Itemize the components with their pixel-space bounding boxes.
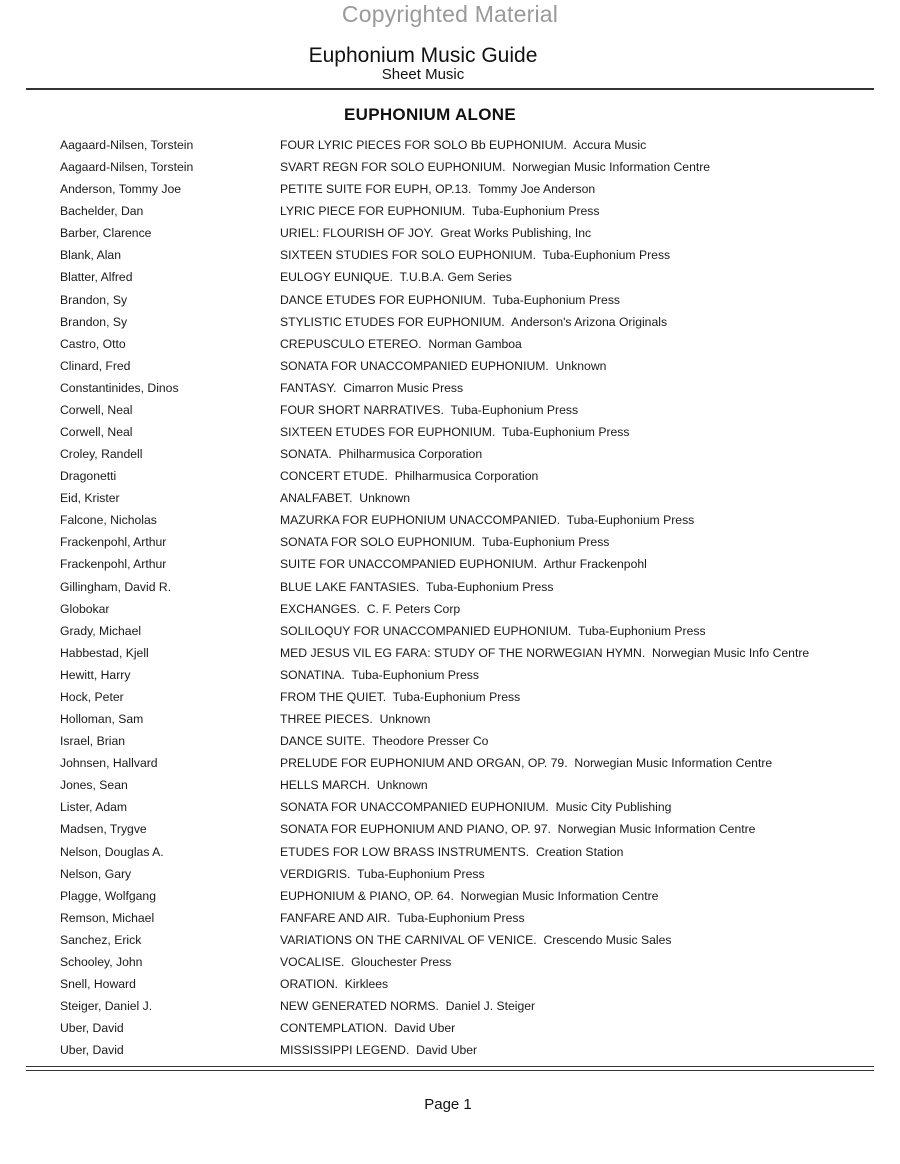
work-entry — [280, 1039, 477, 1061]
list-item — [0, 421, 900, 443]
publisher-name: Tuba-Euphonium Press — [542, 248, 671, 263]
work-title: MISSISSIPPI LEGEND. — [280, 1043, 410, 1058]
list-item — [0, 244, 900, 266]
work-entry — [280, 487, 410, 509]
composer-name: Remson, Michael — [60, 910, 155, 925]
work-entry — [280, 311, 667, 333]
publisher-name: Tuba-Euphonium Press — [392, 689, 521, 704]
work-title: SONATA FOR UNACCOMPANIED EUPHONIUM. — [280, 800, 549, 815]
list-item — [0, 774, 900, 796]
composer-name: Steiger, Daniel J. — [60, 999, 153, 1014]
work-title: SVART REGN FOR SOLO EUPHONIUM. — [280, 160, 506, 175]
publisher-name: Kirklees — [344, 976, 389, 991]
publisher-name: Tommy Joe Anderson — [478, 182, 596, 197]
list-item — [0, 686, 900, 708]
composer-name: Croley, Randell — [60, 447, 143, 462]
composer-name: Frackenpohl, Arthur — [60, 557, 167, 572]
list-item — [0, 289, 900, 311]
section-heading: EUPHONIUM ALONE — [344, 105, 516, 124]
composer-name: Bachelder, Dan — [60, 204, 144, 219]
composer-name: Uber, David — [60, 1043, 124, 1058]
list-item — [0, 333, 900, 355]
work-title: ORATION. — [280, 976, 339, 991]
publisher-name: Unknown — [555, 358, 607, 373]
work-entry — [280, 929, 671, 951]
publisher-name: Music City Publishing — [555, 800, 672, 815]
work-entry — [280, 178, 595, 200]
publisher-name: Tuba-Euphonium Press — [357, 866, 485, 881]
work-title: STYLISTIC ETUDES FOR EUPHONIUM. — [280, 314, 505, 329]
work-entry — [280, 465, 538, 487]
work-title: VERDIGRIS. — [280, 866, 351, 881]
list-item — [0, 509, 900, 531]
list-item — [0, 134, 900, 156]
work-entry — [280, 355, 606, 377]
list-item — [0, 885, 900, 907]
publisher-name: Great Works Publishing, Inc — [440, 226, 592, 241]
list-item — [0, 598, 900, 620]
work-title: VOCALISE. — [280, 954, 345, 969]
work-entry — [280, 863, 485, 885]
list-item — [0, 951, 900, 973]
list-item — [0, 1039, 900, 1061]
work-title: THREE PIECES. — [280, 712, 373, 727]
work-title: FOUR SHORT NARRATIVES. — [280, 402, 444, 417]
work-title: MAZURKA FOR EUPHONIUM UNACCOMPANIED. — [280, 513, 561, 528]
publisher-name: Daniel J. Steiger — [445, 999, 536, 1014]
work-title: DANCE ETUDES FOR EUPHONIUM. — [280, 292, 486, 307]
work-title: ETUDES FOR LOW BRASS INSTRUMENTS. — [280, 844, 530, 859]
list-item — [0, 266, 900, 288]
entry-list — [0, 134, 900, 1061]
composer-name: Grady, Michael — [60, 623, 142, 638]
composer-name: Aagaard-Nilsen, Torstein — [60, 138, 194, 152]
composer-name: Nelson, Gary — [60, 866, 132, 881]
work-title: EUPHONIUM & PIANO, OP. 64. — [280, 888, 454, 903]
work-entry — [280, 774, 428, 796]
work-entry — [280, 642, 809, 664]
work-entry — [280, 730, 488, 752]
publisher-name: Tuba-Euphonium Press — [471, 204, 600, 219]
document-subtitle: Sheet Music — [381, 66, 465, 83]
composer-name: Holloman, Sam — [60, 712, 144, 727]
work-title: SONATINA. — [280, 667, 345, 682]
work-title: CREPUSCULO ETEREO. — [280, 336, 422, 351]
publisher-name: Crescendo Music Sales — [543, 932, 672, 947]
work-entry — [280, 686, 520, 708]
work-entry — [280, 333, 522, 355]
list-item — [0, 642, 900, 664]
composer-name: Habbestad, Kjell — [60, 645, 149, 660]
composer-name: Corwell, Neal — [60, 425, 133, 440]
publisher-name: Tuba-Euphonium Press — [492, 292, 621, 307]
composer-name: Johnsen, Hallvard — [60, 756, 158, 771]
publisher-name: Tuba-Euphonium Press — [501, 425, 630, 440]
work-entry — [280, 222, 591, 244]
list-item — [0, 200, 900, 222]
work-entry — [280, 796, 671, 818]
work-entry — [280, 531, 609, 553]
publisher-name: Creation Station — [535, 844, 624, 859]
work-entry — [280, 708, 430, 730]
publisher-name: Tuba-Euphonium Press — [577, 623, 706, 638]
composer-name: Schooley, John — [60, 954, 143, 969]
work-title: PETITE SUITE FOR EUPH, OP.13. — [280, 182, 472, 197]
list-item — [0, 465, 900, 487]
publisher-name: Glouchester Press — [351, 954, 452, 969]
publisher-name: Philharmusica Corporation — [394, 469, 539, 484]
publisher-name: Tuba-Euphonium Press — [481, 535, 610, 550]
list-item — [0, 863, 900, 885]
list-item — [0, 929, 900, 951]
composer-name: Brandon, Sy — [60, 314, 128, 329]
work-entry — [280, 576, 553, 598]
work-entry — [280, 200, 599, 222]
work-title: SIXTEEN STUDIES FOR SOLO EUPHONIUM. — [280, 248, 536, 263]
publisher-name: Unknown — [379, 712, 431, 727]
composer-name: Lister, Adam — [60, 800, 128, 815]
work-title: CONTEMPLATION. — [280, 1021, 388, 1036]
publisher-name: Tuba-Euphonium Press — [450, 402, 579, 417]
composer-name: Brandon, Sy — [60, 292, 128, 307]
work-entry — [280, 995, 535, 1017]
publisher-name: Norwegian Music Information Centre — [460, 888, 659, 903]
composer-name: Hewitt, Harry — [60, 667, 131, 682]
publisher-name: Tuba-Euphonium Press — [566, 513, 695, 528]
work-title: FANTASY. — [280, 380, 337, 395]
work-entry — [280, 421, 630, 443]
composer-name: Madsen, Trygve — [60, 822, 147, 837]
publisher-name: Norwegian Music Info Centre — [652, 645, 810, 660]
work-title: SONATA FOR EUPHONIUM AND PIANO, OP. 97. — [280, 822, 551, 837]
work-title: MED JESUS VIL EG FARA: STUDY OF THE NORWEGIAN HYMN. — [280, 645, 646, 660]
work-title: SOLILOQUY FOR UNACCOMPANIED EUPHONIUM. — [280, 623, 572, 638]
work-title: LYRIC PIECE FOR EUPHONIUM. — [280, 204, 466, 219]
work-title: SONATA FOR SOLO EUPHONIUM. — [280, 535, 476, 550]
work-title: NEW GENERATED NORMS. — [280, 999, 439, 1014]
work-entry — [280, 752, 772, 774]
list-item — [0, 576, 900, 598]
work-title: CONCERT ETUDE. — [280, 469, 388, 484]
list-item — [0, 818, 900, 840]
composer-name: Sanchez, Erick — [60, 932, 142, 947]
work-title: DANCE SUITE. — [280, 734, 366, 749]
list-item — [0, 664, 900, 686]
copyright-watermark: Copyrighted Material — [341, 1, 559, 27]
work-entry — [280, 973, 388, 995]
footer-divider — [26, 1066, 874, 1071]
work-entry — [280, 509, 694, 531]
list-item — [0, 222, 900, 244]
list-item — [0, 553, 900, 575]
publisher-name: C. F. Peters Corp — [366, 601, 461, 616]
work-entry — [280, 443, 482, 465]
composer-name: Globokar — [60, 601, 110, 616]
work-entry — [280, 951, 451, 973]
work-title: EXCHANGES. — [280, 601, 360, 616]
list-item — [0, 841, 900, 863]
work-title: FANFARE AND AIR. — [280, 910, 391, 925]
work-entry — [280, 818, 755, 840]
list-item — [0, 995, 900, 1017]
work-entry — [280, 156, 710, 178]
publisher-name: T.U.B.A. Gem Series — [399, 270, 512, 285]
composer-name: Dragonetti — [60, 469, 117, 484]
composer-name: Uber, David — [60, 1021, 124, 1036]
work-entry — [280, 907, 525, 929]
work-entry — [280, 553, 647, 575]
page-number: Page 1 — [424, 1096, 472, 1113]
list-item — [0, 531, 900, 553]
publisher-name: Cimarron Music Press — [343, 380, 464, 395]
composer-name: Anderson, Tommy Joe — [60, 182, 182, 197]
work-entry — [280, 399, 578, 421]
list-item — [0, 355, 900, 377]
list-item — [0, 156, 900, 178]
list-item — [0, 708, 900, 730]
work-entry — [280, 244, 670, 266]
composer-name: Hock, Peter — [60, 689, 124, 704]
composer-name: Corwell, Neal — [60, 402, 133, 417]
work-title: SIXTEEN ETUDES FOR EUPHONIUM. — [280, 425, 496, 440]
work-title: URIEL: FLOURISH OF JOY. — [280, 226, 434, 241]
publisher-name: Tuba-Euphonium Press — [351, 667, 479, 682]
composer-name: Blatter, Alfred — [60, 270, 133, 285]
composer-name: Falcone, Nicholas — [60, 513, 157, 528]
list-item — [0, 443, 900, 465]
list-item — [0, 620, 900, 642]
work-entry — [280, 885, 658, 907]
publisher-name: Theodore Presser Co — [371, 734, 489, 749]
work-title: VARIATIONS ON THE CARNIVAL OF VENICE. — [280, 932, 537, 947]
composer-name: Frackenpohl, Arthur — [60, 535, 167, 550]
header-divider — [26, 88, 874, 90]
publisher-name: Norman Gamboa — [428, 336, 522, 351]
list-item — [0, 487, 900, 509]
work-entry — [280, 377, 463, 399]
work-title: SUITE FOR UNACCOMPANIED EUPHONIUM. — [280, 557, 538, 572]
work-entry — [280, 664, 479, 686]
list-item — [0, 399, 900, 421]
work-entry — [280, 598, 460, 620]
work-title: EULOGY EUNIQUE. — [280, 270, 393, 285]
work-title: FOUR LYRIC PIECES FOR SOLO Bb EUPHONIUM. — [280, 138, 567, 152]
composer-name: Eid, Krister — [60, 491, 120, 506]
work-title: FROM THE QUIET. — [280, 689, 387, 704]
publisher-name: Norwegian Music Information Centre — [574, 756, 773, 771]
publisher-name: Arthur Frackenpohl — [543, 557, 647, 572]
composer-name: Snell, Howard — [60, 976, 136, 991]
work-entry — [280, 1017, 455, 1039]
composer-name: Castro, Otto — [60, 336, 126, 351]
composer-name: Clinard, Fred — [60, 358, 131, 373]
publisher-name: David Uber — [394, 1021, 456, 1036]
work-title: ANALFABET. — [280, 491, 353, 506]
list-item — [0, 907, 900, 929]
composer-name: Nelson, Douglas A. — [60, 844, 164, 859]
composer-name: Jones, Sean — [60, 778, 128, 793]
composer-name: Gillingham, David R. — [60, 579, 172, 594]
composer-name: Aagaard-Nilsen, Torstein — [60, 160, 194, 175]
work-entry — [280, 620, 706, 642]
work-title: HELLS MARCH. — [280, 778, 371, 793]
list-item — [0, 311, 900, 333]
work-entry — [280, 841, 623, 863]
composer-name: Constantinides, Dinos — [60, 380, 179, 395]
list-item — [0, 796, 900, 818]
publisher-name: Unknown — [359, 491, 411, 506]
work-entry — [280, 266, 512, 288]
list-item — [0, 377, 900, 399]
composer-name: Blank, Alan — [60, 248, 121, 263]
list-item — [0, 730, 900, 752]
publisher-name: Accura Music — [573, 138, 647, 152]
work-entry — [280, 289, 620, 311]
publisher-name: Unknown — [376, 778, 428, 793]
composer-name: Barber, Clarence — [60, 226, 152, 241]
work-title: SONATA. — [280, 447, 332, 462]
publisher-name: Norwegian Music Information Centre — [512, 160, 711, 175]
composer-name: Israel, Brian — [60, 734, 126, 749]
publisher-name: Tuba-Euphonium Press — [396, 910, 525, 925]
work-entry — [280, 134, 646, 156]
publisher-name: Tuba-Euphonium Press — [425, 579, 554, 594]
publisher-name: Anderson's Arizona Originals — [510, 314, 668, 329]
work-title: PRELUDE FOR EUPHONIUM AND ORGAN, OP. 79. — [280, 756, 568, 771]
composer-name: Plagge, Wolfgang — [60, 888, 156, 903]
work-title: SONATA FOR UNACCOMPANIED EUPHONIUM. — [280, 358, 549, 373]
list-item — [0, 752, 900, 774]
publisher-name: Norwegian Music Information Centre — [557, 822, 756, 837]
list-item — [0, 1017, 900, 1039]
publisher-name: Philharmusica Corporation — [338, 447, 483, 462]
publisher-name: David Uber — [416, 1043, 478, 1058]
list-item — [0, 973, 900, 995]
work-title: BLUE LAKE FANTASIES. — [280, 579, 420, 594]
list-item — [0, 178, 900, 200]
document-title: Euphonium Music Guide — [308, 44, 538, 67]
